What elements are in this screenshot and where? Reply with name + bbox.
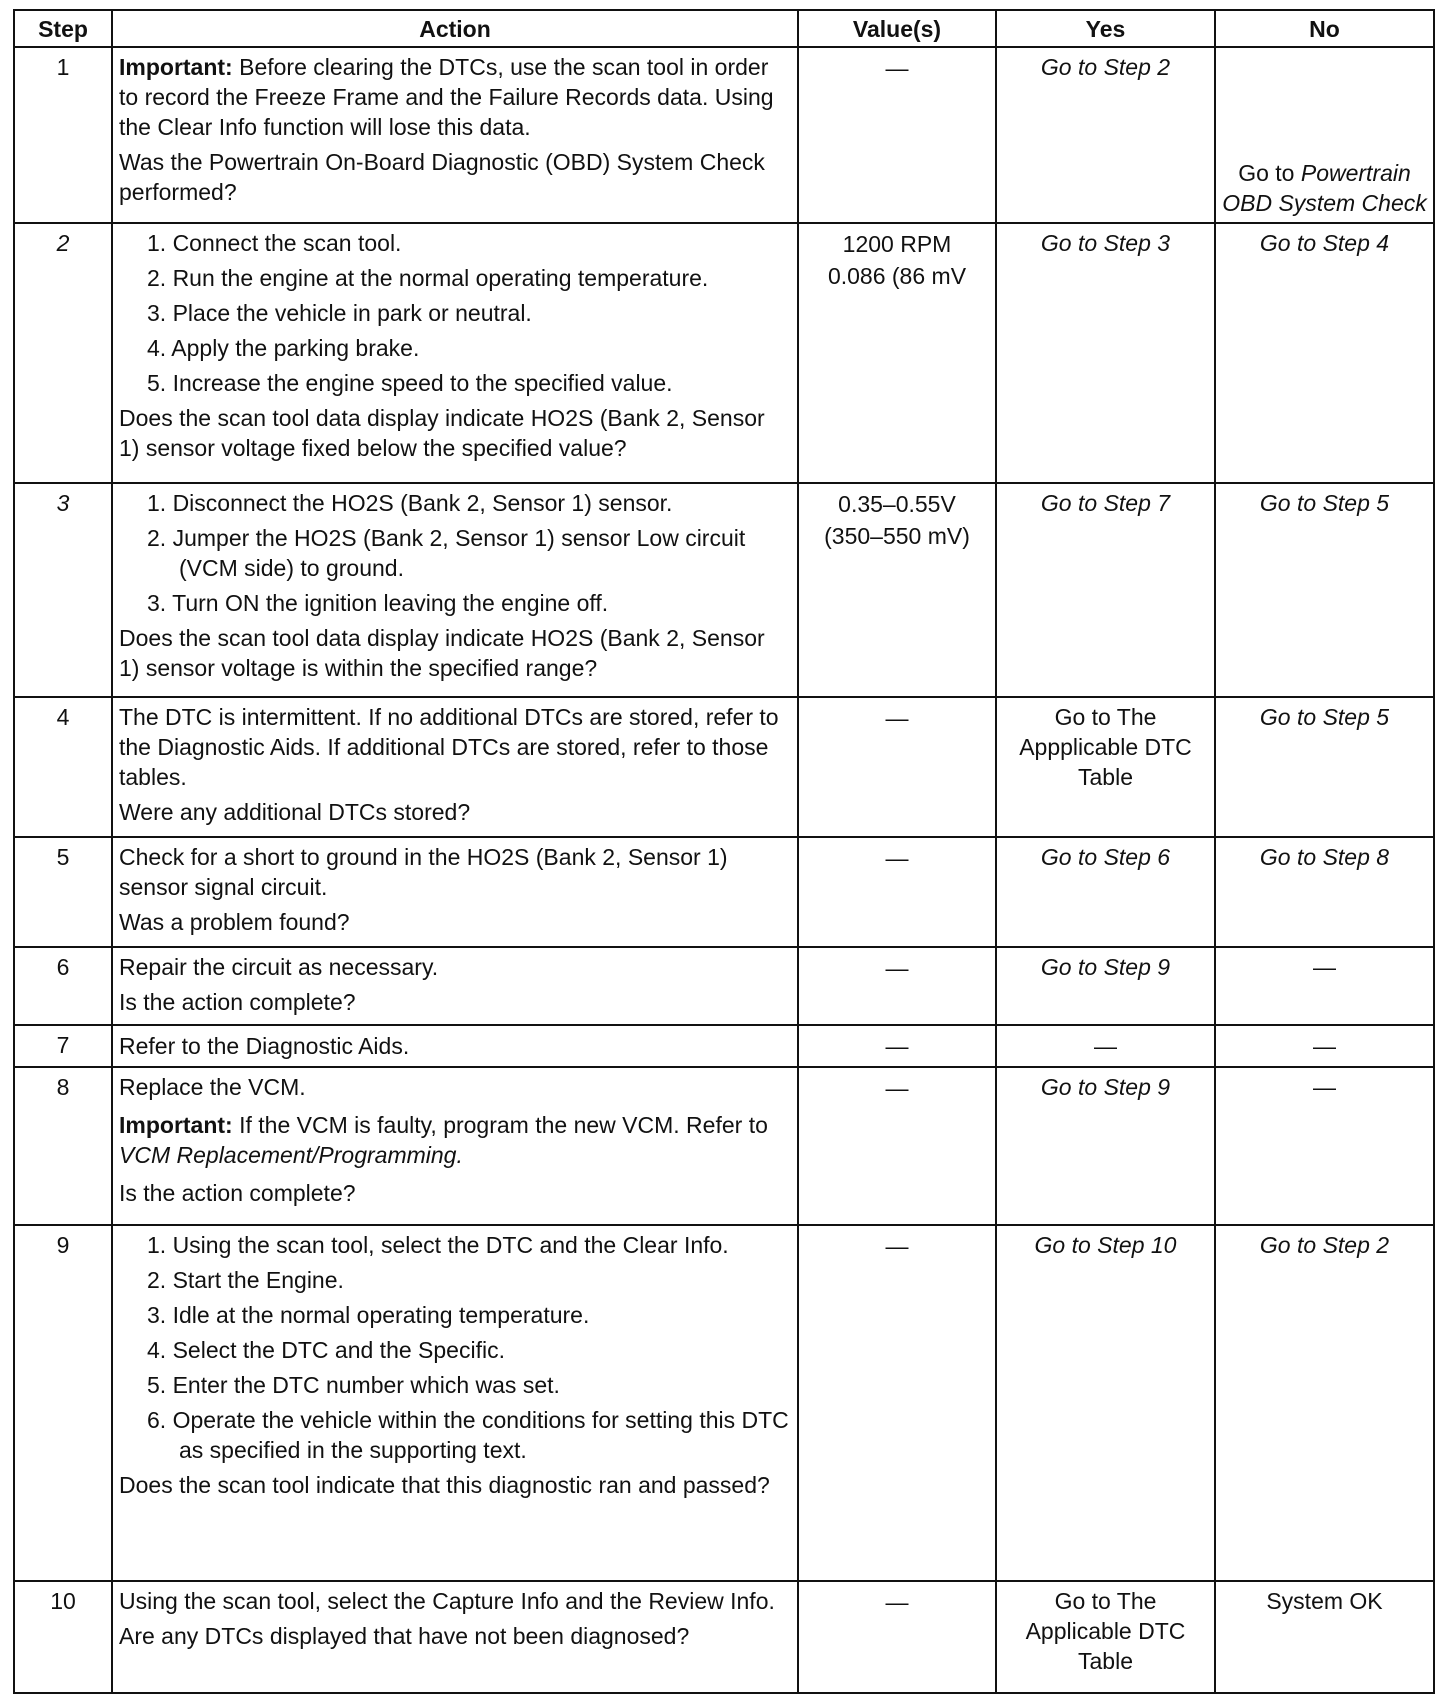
action-question: Does the scan tool indicate that this diagnostic ran and passed? [119, 1472, 770, 1498]
action-question: Does the scan tool data display indicate HO2S (Bank 2, Sensor 1) sensor voltage is within the specified range? [119, 625, 765, 681]
table-row [14, 223, 1434, 483]
value-text: 1200 RPM [842, 231, 952, 257]
action-item: 3. Place the vehicle in park or neutral. [147, 300, 532, 326]
important-note [119, 52, 791, 142]
no-cell: — [1215, 947, 1434, 1025]
action-item: 3. Idle at the normal operating temperature. [147, 1302, 590, 1328]
no-cell: Go to Step 8 [1215, 837, 1434, 947]
action-cell [112, 1581, 798, 1693]
step-number: 1 [14, 47, 112, 223]
no-prefix: Go to [1238, 160, 1301, 186]
diagnostic-table [13, 9, 1435, 1694]
important-text: If the VCM is faulty, program the new VCM. Refer to [232, 1112, 768, 1138]
no-cell: Go to Step 5 [1215, 697, 1434, 837]
value-text: — [885, 1033, 909, 1059]
values-cell [798, 1025, 996, 1067]
action-cell [112, 1225, 798, 1581]
value-text: — [885, 55, 909, 81]
action-item: 1. Using the scan tool, select the DTC and the Clear Info. [147, 1232, 729, 1258]
step-number: 8 [14, 1067, 112, 1225]
no-link-text: Powertrain OBD System Check [1222, 160, 1427, 216]
table-row [14, 483, 1434, 697]
important-text: Before clearing the DTCs, use the scan tool in order to record the Freeze Frame and the Failure Records data. Using the Clear Info function will lose this data. [119, 54, 774, 140]
yes-cell: Go to Step 9 [996, 947, 1215, 1025]
action-item: 5. Increase the engine speed to the specified value. [147, 370, 673, 396]
action-question: Does the scan tool data display indicate HO2S (Bank 2, Sensor 1) sensor voltage fixed below the specified value? [119, 405, 765, 461]
no-cell: Go to Step 4 [1215, 223, 1434, 483]
action-text: Replace the VCM. [119, 1074, 306, 1100]
important-note [119, 1110, 791, 1170]
table-row [14, 837, 1434, 947]
diagnostic-table-document [13, 9, 1433, 1694]
step-number: 2 [14, 223, 112, 483]
action-question: Is the action complete? [119, 1180, 356, 1206]
values-cell [798, 697, 996, 837]
action-text: Check for a short to ground in the HO2S (Bank 2, Sensor 1) sensor signal circuit. [119, 844, 728, 900]
action-item: 6. Operate the vehicle within the conditions for setting this DTC as specified in the supporting text. [147, 1407, 789, 1463]
values-cell [798, 947, 996, 1025]
header-row [14, 10, 1434, 47]
action-cell [112, 1067, 798, 1225]
table-row [14, 1581, 1434, 1693]
step-number: 7 [14, 1025, 112, 1067]
action-item: 1. Disconnect the HO2S (Bank 2, Sensor 1) sensor. [147, 490, 673, 516]
table-row [14, 947, 1434, 1025]
action-text: Repair the circuit as necessary. [119, 954, 439, 980]
action-item: 2. Jumper the HO2S (Bank 2, Sensor 1) sensor Low circuit (VCM side) to ground. [147, 525, 746, 581]
action-cell [112, 837, 798, 947]
no-cell: Go to Step 5 [1215, 483, 1434, 697]
values-cell [798, 1225, 996, 1581]
yes-cell: Go to Step 3 [996, 223, 1215, 483]
header-step: Step [14, 10, 112, 47]
value-text: 0.086 (86 mV [827, 263, 967, 289]
step-number: 3 [14, 483, 112, 697]
action-question: Were any additional DTCs stored? [119, 799, 471, 825]
important-reference: VCM Replacement/Programming. [119, 1142, 463, 1168]
action-question: Was the Powertrain On-Board Diagnostic (OBD) System Check performed? [119, 149, 765, 205]
yes-cell: Go to Step 6 [996, 837, 1215, 947]
header-yes: Yes [996, 10, 1215, 47]
value-text: — [885, 1589, 909, 1615]
action-question: Is the action complete? [119, 989, 356, 1015]
action-question: Was a problem found? [119, 909, 350, 935]
yes-cell: Go to The Appplicable DTC Table [996, 697, 1215, 837]
action-cell [112, 947, 798, 1025]
header-values: Value(s) [798, 10, 996, 47]
action-cell [112, 483, 798, 697]
important-label: Important: [119, 1112, 233, 1138]
step-number: 6 [14, 947, 112, 1025]
no-cell: Go to Step 2 [1215, 1225, 1434, 1581]
values-cell [798, 837, 996, 947]
yes-cell: — [996, 1025, 1215, 1067]
values-cell [798, 47, 996, 223]
values-cell [798, 223, 996, 483]
action-item: 1. Connect the scan tool. [147, 230, 402, 256]
yes-cell: Go to Step 10 [996, 1225, 1215, 1581]
table-row [14, 1067, 1434, 1225]
step-number: 4 [14, 697, 112, 837]
yes-cell: Go to The Applicable DTC Table [996, 1581, 1215, 1693]
value-text: — [885, 955, 909, 981]
table-row [14, 697, 1434, 837]
step-number: 10 [14, 1581, 112, 1693]
action-cell [112, 697, 798, 837]
value-text: (350–550 mV) [824, 523, 970, 549]
action-cell [112, 47, 798, 223]
yes-cell: Go to Step 7 [996, 483, 1215, 697]
step-number: 5 [14, 837, 112, 947]
values-cell [798, 1581, 996, 1693]
important-label: Important: [119, 54, 233, 80]
no-cell: System OK [1215, 1581, 1434, 1693]
yes-cell: Go to Step 9 [996, 1067, 1215, 1225]
yes-cell: Go to Step 2 [996, 47, 1215, 223]
action-text: Refer to the Diagnostic Aids. [119, 1033, 410, 1059]
action-item: 3. Turn ON the ignition leaving the engine off. [147, 590, 609, 616]
values-cell [798, 1067, 996, 1225]
header-action: Action [112, 10, 798, 47]
action-item: 4. Select the DTC and the Specific. [147, 1337, 505, 1363]
table-row [14, 1225, 1434, 1581]
value-text: — [885, 1075, 909, 1101]
value-text: — [885, 845, 909, 871]
values-cell [798, 483, 996, 697]
value-text: — [885, 705, 909, 731]
header-no: No [1215, 10, 1434, 47]
action-cell [112, 1025, 798, 1067]
action-text: The DTC is intermittent. If no additional DTCs are stored, refer to the Diagnostic Aids. If additional DTCs are stored, refer to those tables. [119, 704, 779, 790]
action-item: 2. Run the engine at the normal operating temperature. [147, 265, 709, 291]
no-cell [1215, 47, 1434, 223]
action-item: 5. Enter the DTC number which was set. [147, 1372, 560, 1398]
value-text: 0.35–0.55V [838, 491, 956, 517]
action-item: 4. Apply the parking brake. [147, 335, 420, 361]
no-cell: — [1215, 1025, 1434, 1067]
action-text: Using the scan tool, select the Capture Info and the Review Info. [119, 1588, 775, 1614]
table-row [14, 47, 1434, 223]
no-cell: — [1215, 1067, 1434, 1225]
action-item: 2. Start the Engine. [147, 1267, 344, 1293]
step-number: 9 [14, 1225, 112, 1581]
action-question: Are any DTCs displayed that have not been diagnosed? [119, 1623, 690, 1649]
action-cell [112, 223, 798, 483]
value-text: — [885, 1233, 909, 1259]
table-row [14, 1025, 1434, 1067]
